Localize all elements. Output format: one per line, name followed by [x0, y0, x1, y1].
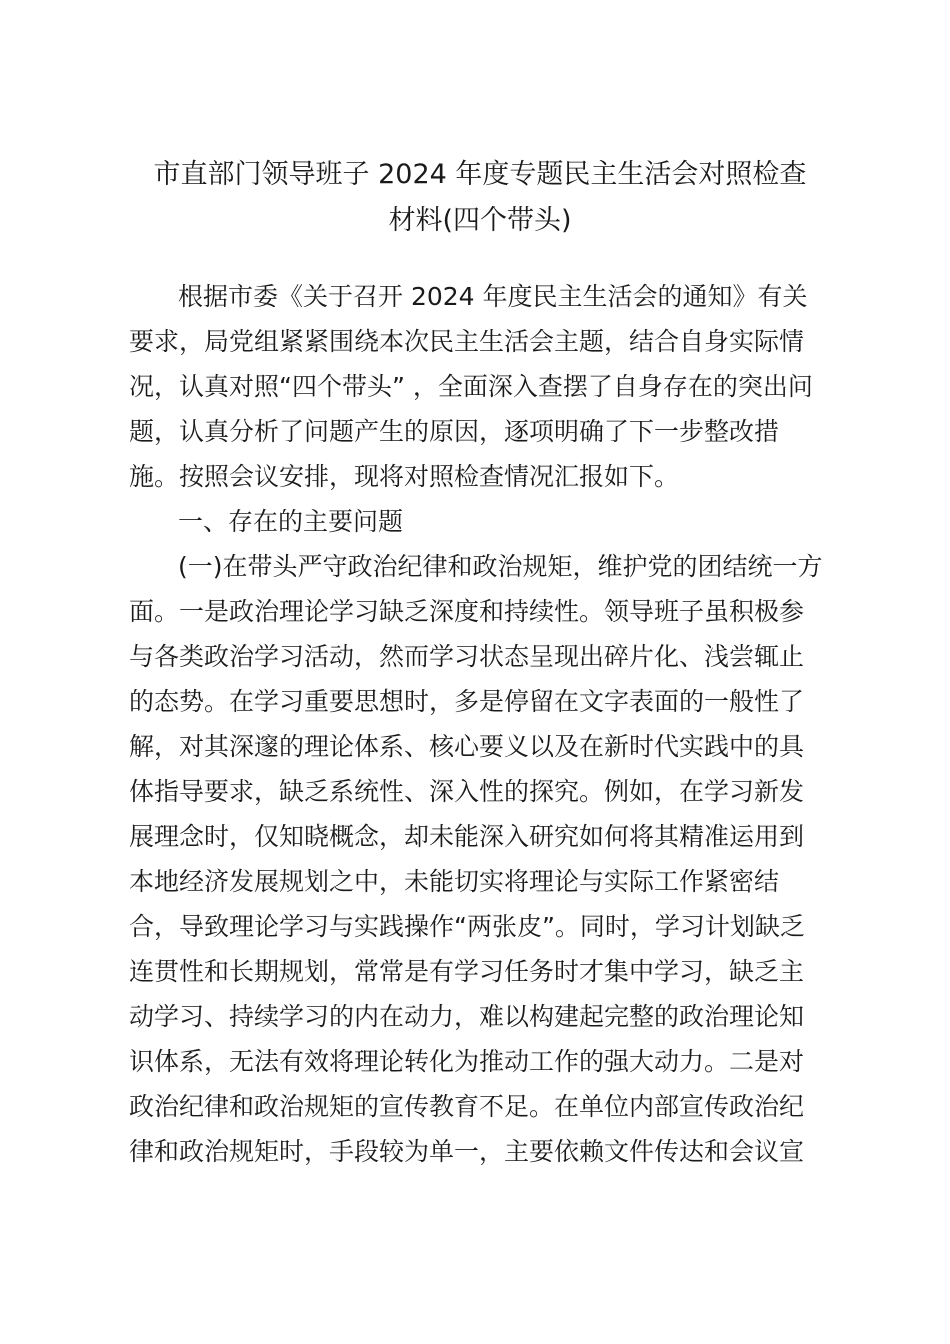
paragraph-body-line-2: 面。一是政治理论学习缺乏深度和持续性。领导班子虽积极参 — [129, 597, 805, 626]
paragraph-intro-line-1: 根据市委《关于召开 2024 年度民主生活会的通知》有关 — [178, 282, 808, 311]
paragraph-body-line-9: 合，导致理论学习与实践操作“两张皮”。同时，学习计划缺乏 — [129, 912, 805, 941]
document-title-line-2: 材料(四个带头) — [388, 205, 572, 236]
paragraph-intro-line-4: 题，认真分析了问题产生的原因，逐项明确了下一步整改措 — [129, 417, 780, 446]
document-title-line-1: 市直部门领导班子 2024 年度专题民主生活会对照检查 — [153, 159, 807, 190]
section-heading: 一、存在的主要问题 — [178, 507, 404, 536]
paragraph-body-line-1: (一)在带头严守政治纪律和政治规矩，维护党的团结统一方 — [178, 552, 823, 581]
paragraph-body-line-4: 的态势。在学习重要思想时，多是停留在文字表面的一般性了 — [129, 687, 805, 716]
paragraph-intro-line-2: 要求，局党组紧紧围绕本次民主生活会主题，结合自身实际情 — [129, 327, 805, 356]
paragraph-body-line-8: 本地经济发展规划之中，未能切实将理论与实际工作紧密结 — [129, 867, 780, 896]
paragraph-body-line-7: 展理念时，仅知晓概念，却未能深入研究如何将其精准运用到 — [129, 822, 805, 851]
paragraph-body-line-6: 体指导要求，缺乏系统性、深入性的探究。例如，在学习新发 — [129, 777, 805, 806]
paragraph-body-line-14: 律和政治规矩时，手段较为单一，主要依赖文件传达和会议宣 — [129, 1137, 805, 1166]
paragraph-intro-line-3: 况，认真对照“四个带头” ，全面深入查摆了自身存在的突出问 — [129, 372, 813, 401]
paragraph-body-line-13: 政治纪律和政治规矩的宣传教育不足。在单位内部宣传政治纪 — [129, 1092, 805, 1121]
paragraph-body-line-5: 解，对其深邃的理论体系、核心要义以及在新时代实践中的具 — [129, 732, 805, 761]
paragraph-body-line-3: 与各类政治学习活动，然而学习状态呈现出碎片化、浅尝辄止 — [129, 642, 805, 671]
paragraph-body-line-10: 连贯性和长期规划，常常是有学习任务时才集中学习，缺乏主 — [129, 957, 805, 986]
paragraph-body-line-11: 动学习、持续学习的内在动力，难以构建起完整的政治理论知 — [129, 1002, 805, 1031]
paragraph-body-line-12: 识体系，无法有效将理论转化为推动工作的强大动力。二是对 — [129, 1047, 805, 1076]
paragraph-intro-line-5: 施。按照会议安排，现将对照检查情况汇报如下。 — [129, 462, 680, 491]
